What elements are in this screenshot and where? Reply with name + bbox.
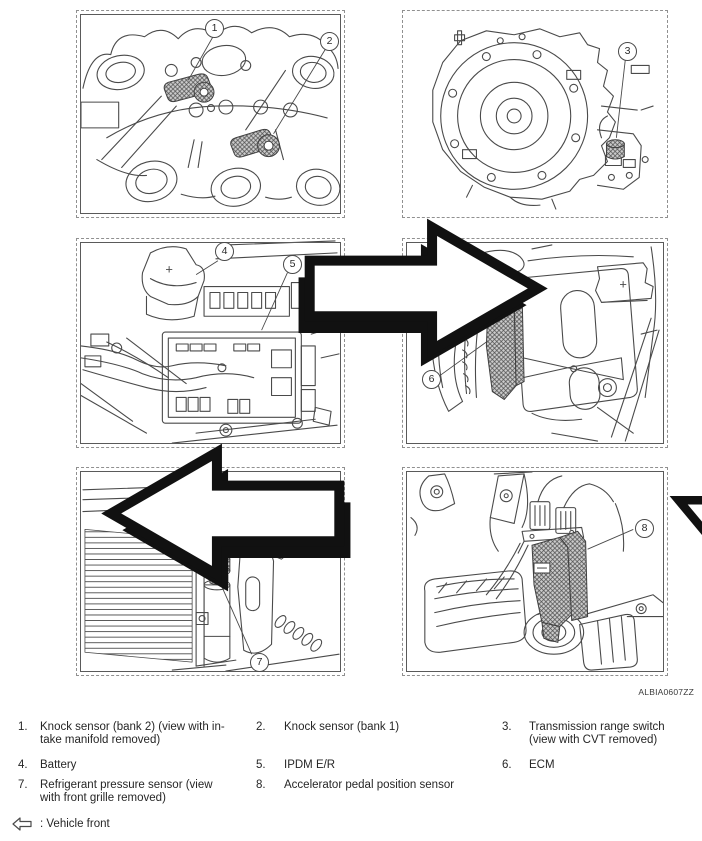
legend-item-number: 7. [18, 779, 28, 791]
vehicle-front-row [12, 817, 694, 831]
vehicle-front-label: : Vehicle front [40, 817, 110, 830]
legend-item-number: 3. [502, 721, 512, 733]
legend-item-number: 1. [18, 721, 28, 733]
battery-terminal-cover-shape [142, 247, 204, 305]
vehicle-front-left-arrow-icon [12, 817, 32, 831]
legend-item-text: Refrigerant pressure sensor (view with front grille removed) [40, 779, 213, 804]
accelerator-pedal-shape [580, 614, 638, 670]
legend-item-text: ECM [529, 759, 555, 771]
down-arrow-icon [627, 401, 702, 609]
callout-leader-line [616, 60, 625, 138]
legend-item-text: Transmission range switch (view with CVT removed) [529, 721, 665, 746]
battery-terminal-plus-label: + [619, 276, 627, 292]
callout-5: 5 [283, 255, 302, 274]
legend-item-number: 2. [256, 721, 266, 733]
legend-item-text: IPDM E/R [284, 759, 336, 771]
legend-item-number: 8. [256, 779, 266, 791]
callout-3: 3 [618, 42, 637, 61]
legend [18, 721, 694, 831]
legend-item-text: Battery [40, 759, 77, 771]
legend-item-number: 4. [18, 759, 28, 771]
figure-code: ALBIA0607ZZ [638, 687, 694, 697]
transmission-range-switch-shape [606, 140, 624, 159]
legend-item-text: Knock sensor (bank 2) (view with in- take manifold removed) [40, 721, 225, 746]
legend-item-text: Knock sensor (bank 1) [284, 721, 400, 733]
battery-plus-label: + [165, 261, 173, 277]
panel-transmission [402, 10, 668, 218]
left-arrow-icon [89, 415, 356, 623]
callout-7: 7 [250, 653, 269, 672]
right-arrow-icon [293, 191, 560, 397]
legend-item-text: Accelerator pedal position sensor [284, 779, 455, 791]
callout-4: 4 [215, 242, 234, 261]
callout-6: 6 [422, 370, 441, 389]
panel-knock-sensors [76, 10, 345, 218]
callout-2: 2 [320, 32, 339, 51]
legend-item-number: 6. [502, 759, 512, 771]
callout-1: 1 [205, 19, 224, 38]
legend-item-number: 5. [256, 759, 266, 771]
knock-sensors-illustration [77, 11, 344, 217]
callout-8: 8 [635, 519, 654, 538]
